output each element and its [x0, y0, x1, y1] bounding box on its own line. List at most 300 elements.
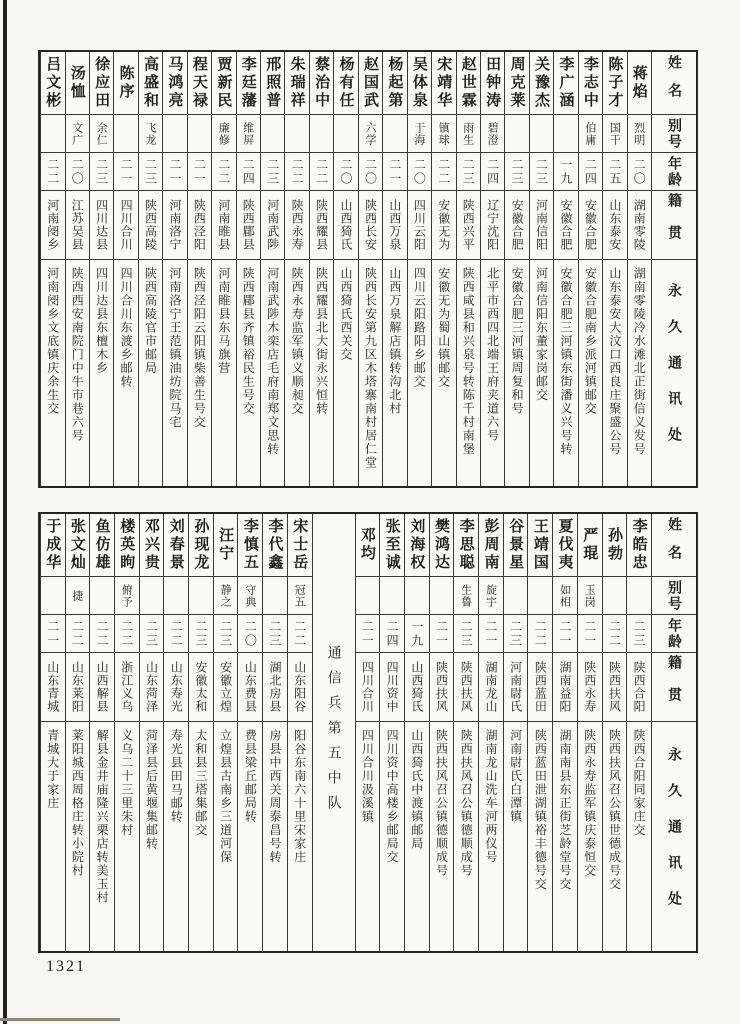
header-name: 姓名 — [652, 514, 696, 577]
alias-cell: 冠五 — [288, 577, 312, 615]
entry-column — [503, 514, 528, 951]
entry-column — [602, 514, 627, 951]
header-alias: 别号 — [652, 115, 696, 153]
addr-cell: 陕西耀县北大街永兴恒转 — [314, 267, 329, 416]
native-cell: 山东青城 — [41, 653, 65, 722]
addr-cell: 解县金井庙隆兴栗店转美玉村 — [95, 729, 110, 905]
entry-column — [284, 52, 308, 486]
age-cell: 二一 — [188, 153, 211, 191]
entry-column — [379, 514, 404, 951]
addr-cell: 山西万泉解店镇转沟北村 — [387, 267, 402, 416]
unit-divider-column — [312, 514, 355, 951]
alias-cell — [603, 577, 627, 615]
entry-column — [626, 514, 651, 951]
native-cell: 湖北房县 — [263, 653, 287, 722]
native-cell: 安徽合肥 — [579, 191, 602, 260]
name-cell: 李廷藩 — [237, 52, 260, 115]
name-cell: 吴体泉 — [408, 52, 431, 115]
alias-cell: 国干 — [603, 115, 626, 153]
name-cell: 田钟涛 — [481, 52, 504, 115]
entry-column — [213, 514, 238, 951]
native-cell: 陕西扶风 — [454, 653, 478, 722]
native-cell: 山东莱阳 — [66, 653, 90, 722]
name-cell: 关豫杰 — [530, 52, 553, 115]
name-cell: 孙现龙 — [189, 514, 213, 577]
name-cell: 夏伐夷 — [553, 514, 577, 577]
entry-column — [431, 52, 455, 486]
native-cell: 安徽合肥 — [554, 191, 577, 260]
native-cell: 陕西耀县 — [310, 191, 333, 260]
entry-column — [237, 514, 262, 951]
addr-cell: 义乌二十三里朱村 — [119, 729, 134, 837]
alias-cell — [263, 577, 287, 615]
header-column — [651, 52, 696, 486]
entry-column — [456, 52, 480, 486]
name-cell: 樊鸿达 — [430, 514, 454, 577]
entry-column — [40, 514, 65, 951]
age-cell: 二一 — [114, 153, 137, 191]
entry-column — [113, 52, 137, 486]
entry-column — [65, 514, 90, 951]
native-cell: 河南洛宁 — [163, 191, 186, 260]
age-cell: 二三 — [90, 153, 113, 191]
alias-cell: 玉岗 — [578, 577, 602, 615]
entry-column — [65, 52, 89, 486]
native-cell: 四川合川 — [356, 653, 380, 722]
age-cell: 二五 — [603, 153, 626, 191]
addr-cell: 河南阌乡文底镇庆余生交 — [45, 267, 60, 416]
native-cell: 湖南零陵 — [628, 191, 651, 260]
header-column — [651, 514, 696, 951]
entry-column — [453, 514, 478, 951]
name-cell: 邢照普 — [261, 52, 284, 115]
age-cell: 二二 — [66, 615, 90, 653]
native-cell: 陕西合阳 — [627, 653, 651, 722]
entry-column — [553, 52, 577, 486]
age-cell: 二一 — [553, 615, 577, 653]
native-cell: 河南阌乡 — [41, 191, 64, 260]
age-cell: 二二 — [432, 153, 455, 191]
alias-cell — [504, 577, 528, 615]
alias-cell — [334, 115, 357, 153]
alias-cell: 碧澄 — [481, 115, 504, 153]
native-cell: 浙江义乌 — [115, 653, 139, 722]
name-cell: 吕文彬 — [41, 52, 64, 115]
native-cell: 河南信阳 — [530, 191, 553, 260]
scan-edge-artifact — [3, 0, 7, 1024]
native-cell: 湖南龙山 — [479, 653, 503, 722]
name-cell: 李思聪 — [454, 514, 478, 577]
name-cell: 蔡治中 — [310, 52, 333, 115]
addr-cell: 山西猗氏西关交 — [339, 267, 354, 362]
age-cell: 二四 — [237, 153, 260, 191]
name-cell: 李代鑫 — [263, 514, 287, 577]
addr-cell: 陕西高陵官市邮局 — [143, 267, 158, 375]
addr-cell: 山西猗氏中渡镇邮局 — [409, 729, 424, 851]
entry-column — [355, 514, 380, 951]
age-cell: 二〇 — [334, 153, 357, 191]
header-age: 年龄 — [652, 153, 696, 191]
alias-cell — [505, 115, 528, 153]
roster-table-top — [38, 50, 698, 488]
scan-edge-artifact — [0, 1018, 120, 1021]
age-cell: 二一 — [430, 615, 454, 653]
age-cell: 二一 — [356, 615, 380, 653]
entry-column — [188, 514, 213, 951]
name-cell: 赵世霖 — [457, 52, 480, 115]
name-cell: 李皓忠 — [627, 514, 651, 577]
entry-column — [114, 514, 139, 951]
name-cell: 李广涵 — [554, 52, 577, 115]
alias-cell — [41, 577, 65, 615]
addr-cell: 青城大于家庄 — [45, 729, 60, 810]
alias-cell — [430, 577, 454, 615]
native-cell: 陕西高陵 — [139, 191, 162, 260]
name-cell: 张文灿 — [66, 514, 90, 577]
native-cell: 安徽太和 — [189, 653, 213, 722]
entry-column — [358, 52, 382, 486]
entry-column — [529, 52, 553, 486]
name-cell: 杨有任 — [334, 52, 357, 115]
age-cell: 二三 — [263, 615, 287, 653]
name-cell: 邓均 — [356, 514, 380, 577]
name-cell: 贾新民 — [212, 52, 235, 115]
alias-cell: 飞龙 — [139, 115, 162, 153]
addr-cell: 陕西扶风召公镇德顺成号 — [434, 729, 449, 878]
name-cell: 张至诚 — [380, 514, 404, 577]
alias-cell — [285, 115, 308, 153]
age-cell: 二三 — [189, 615, 213, 653]
name-cell: 周克莱 — [505, 52, 528, 115]
age-cell: 二一 — [163, 153, 186, 191]
alias-cell — [627, 577, 651, 615]
name-cell: 朱瑞祥 — [285, 52, 308, 115]
entry-column — [287, 514, 312, 951]
entry-column — [527, 514, 552, 951]
entry-column — [260, 52, 284, 486]
age-cell: 二三 — [139, 153, 162, 191]
addr-cell: 菏泽县后黄堰集邮转 — [144, 729, 159, 851]
native-cell: 山西猗氏 — [334, 191, 357, 260]
age-cell: 二四 — [481, 153, 504, 191]
native-cell: 陕西扶风 — [603, 653, 627, 722]
addr-cell: 四川云阳路阳乡邮交 — [412, 267, 427, 389]
age-cell: 二〇 — [408, 153, 431, 191]
addr-cell: 陕西扶风召公镇德顺成号 — [459, 729, 474, 878]
age-cell: 二三 — [504, 615, 528, 653]
entry-column — [627, 52, 651, 486]
entry-column — [429, 514, 454, 951]
name-cell: 高盛和 — [139, 52, 162, 115]
alias-cell — [383, 115, 406, 153]
alias-cell — [528, 577, 552, 615]
alias-cell — [261, 115, 284, 153]
header-age: 年龄 — [652, 615, 696, 653]
entry-column — [262, 514, 287, 951]
roster-table-bottom — [38, 512, 698, 953]
name-cell: 李志中 — [579, 52, 602, 115]
addr-cell: 陕西郿县齐镇裕民生号交 — [241, 267, 256, 416]
header-native: 籍贯 — [652, 191, 696, 260]
addr-cell: 阳谷东南六十里宋家庄 — [292, 729, 307, 864]
native-cell: 陕西郿县 — [237, 191, 260, 260]
entry-column — [187, 52, 211, 486]
age-cell: 二三 — [505, 153, 528, 191]
entry-column — [139, 514, 164, 951]
name-cell: 陈序 — [114, 52, 137, 115]
entry-column — [382, 52, 406, 486]
alias-cell: 镇球 — [432, 115, 455, 153]
alias-cell: 伯庸 — [579, 115, 602, 153]
native-cell: 安徽无为 — [432, 191, 455, 260]
alias-cell: 廉修 — [212, 115, 235, 153]
entry-column — [89, 514, 114, 951]
name-cell: 王靖国 — [528, 514, 552, 577]
alias-cell — [140, 577, 164, 615]
alias-cell — [380, 577, 404, 615]
alias-cell — [188, 115, 211, 153]
alias-cell: 余仁 — [90, 115, 113, 153]
header-native: 籍贯 — [652, 653, 696, 722]
alias-cell: 六学 — [359, 115, 382, 153]
alias-cell: 维屏 — [237, 115, 260, 153]
native-cell: 四川资中 — [380, 653, 404, 722]
entry-column — [602, 52, 626, 486]
name-cell: 李慎五 — [238, 514, 262, 577]
addr-cell: 安徽合肥南乡派河镇邮交 — [583, 267, 598, 416]
entry-column — [162, 52, 186, 486]
alias-cell — [163, 115, 186, 153]
alias-cell — [189, 577, 213, 615]
addr-cell: 安徽无为蜀山镇邮交 — [436, 267, 451, 389]
entry-column — [577, 514, 602, 951]
native-cell: 河南睢县 — [212, 191, 235, 260]
name-cell: 徐应田 — [90, 52, 113, 115]
native-cell: 四川达县 — [90, 191, 113, 260]
alias-cell — [164, 577, 188, 615]
name-cell: 赵国武 — [359, 52, 382, 115]
addr-cell: 四川合川东渡乡邮转 — [119, 267, 134, 389]
alias-cell — [41, 115, 64, 153]
entry-column — [211, 52, 235, 486]
name-cell: 汤恤 — [66, 52, 89, 115]
age-cell: 二〇 — [66, 153, 89, 191]
addr-cell: 太和县三塔集邮交 — [193, 729, 208, 837]
alias-cell: 文广 — [66, 115, 89, 153]
age-cell: 二二 — [603, 615, 627, 653]
age-cell: 二〇 — [359, 153, 382, 191]
page-number: 1321 — [46, 958, 86, 975]
alias-cell: 旋宇 — [479, 577, 503, 615]
age-cell: 二三 — [214, 615, 238, 653]
native-cell: 陕西永寿 — [578, 653, 602, 722]
native-cell: 山东阳谷 — [288, 653, 312, 722]
addr-cell: 安徽合肥三河镇东街潘义兴号转 — [558, 267, 573, 456]
addr-cell: 四川合川汲溪镇 — [360, 729, 375, 824]
age-cell: 二一 — [41, 615, 65, 653]
age-cell: 二一 — [578, 615, 602, 653]
name-cell: 程天禄 — [188, 52, 211, 115]
alias-cell: 生鲁 — [454, 577, 478, 615]
native-cell: 河南尉氏 — [504, 653, 528, 722]
addr-cell: 河南洛宁王范镇油坊院马宅 — [167, 267, 182, 429]
alias-cell — [114, 115, 137, 153]
native-cell: 陕西长安 — [359, 191, 382, 260]
addr-cell: 河南尉氏白潭镇 — [508, 729, 523, 824]
age-cell: 二二 — [285, 153, 308, 191]
age-cell: 二三 — [530, 153, 553, 191]
header-address: 永久通讯处 — [666, 283, 682, 463]
age-cell: 二三 — [454, 615, 478, 653]
addr-cell: 河南信阳东董家岗邮交 — [534, 267, 549, 402]
age-cell: 二〇 — [628, 153, 651, 191]
alias-cell: 如相 — [553, 577, 577, 615]
native-cell: 辽宁沈阳 — [481, 191, 504, 260]
name-cell: 汪宁 — [214, 514, 238, 577]
addr-cell: 湖南南县东正街芝龄堂号交 — [558, 729, 573, 891]
addr-cell: 陕西蓝田泄湖镇裕丰德号交 — [533, 729, 548, 891]
native-cell: 山东泰安 — [603, 191, 626, 260]
addr-cell: 陕西扶风召公镇世德成号交 — [607, 729, 622, 891]
native-cell: 山东菏泽 — [140, 653, 164, 722]
native-cell: 山东费县 — [238, 653, 262, 722]
native-cell: 四川云阳 — [408, 191, 431, 260]
age-cell: 二二 — [528, 615, 552, 653]
addr-cell: 陕西永寿监军镇庆泰恒交 — [582, 729, 597, 878]
addr-cell: 陕西合阳同家庄交 — [632, 729, 647, 837]
alias-cell: 雨生 — [457, 115, 480, 153]
alias-cell — [356, 577, 380, 615]
name-cell: 于成华 — [41, 514, 65, 577]
name-cell: 刘海权 — [405, 514, 429, 577]
native-cell: 陕西扶风 — [430, 653, 454, 722]
name-cell: 马鸿亮 — [163, 52, 186, 115]
addr-cell: 四川达县东檀木乡 — [94, 267, 109, 375]
alias-cell — [554, 115, 577, 153]
entry-column — [138, 52, 162, 486]
age-cell: 二一 — [383, 153, 406, 191]
alias-cell: 捷 — [66, 577, 90, 615]
alias-cell: 守典 — [238, 577, 262, 615]
name-cell: 彭周南 — [479, 514, 503, 577]
entry-column — [478, 514, 503, 951]
age-cell: 二四 — [380, 615, 404, 653]
age-cell: 二三 — [261, 153, 284, 191]
header-name: 姓名 — [652, 52, 696, 115]
age-cell: 二四 — [579, 153, 602, 191]
age-cell: 二二 — [115, 615, 139, 653]
name-cell: 鱼仿雄 — [90, 514, 114, 577]
age-cell: 二二 — [212, 153, 235, 191]
age-cell: 二三 — [457, 153, 480, 191]
native-cell: 安徽立煌 — [214, 653, 238, 722]
addr-cell: 房县中西关周泰昌号转 — [268, 729, 283, 864]
addr-cell: 湖南龙山洗车河两仪号 — [483, 729, 498, 864]
name-cell: 严琨 — [578, 514, 602, 577]
entry-column — [504, 52, 528, 486]
alias-cell — [310, 115, 333, 153]
addr-cell: 河南武陟木栾店毛府南郑文思转 — [265, 267, 280, 456]
alias-cell — [90, 577, 114, 615]
name-cell: 蒋焰 — [628, 52, 651, 115]
name-cell: 刘春景 — [164, 514, 188, 577]
entry-column — [407, 52, 431, 486]
entry-column — [333, 52, 357, 486]
native-cell: 江苏吴县 — [66, 191, 89, 260]
addr-cell: 陕西西安南院门中牛市巷六号 — [70, 267, 85, 443]
header-address: 永久通讯处 — [666, 746, 682, 927]
alias-cell: 烈明 — [628, 115, 651, 153]
age-cell: 二二 — [310, 153, 333, 191]
name-cell: 孙勃 — [603, 514, 627, 577]
alias-cell: 静之 — [214, 577, 238, 615]
addr-cell: 陕西永寿监军镇义顺昶交 — [290, 267, 305, 416]
unit-divider-label: 通信兵第五中队 — [325, 645, 342, 820]
addr-cell: 北平市西四北端王府夹道六号 — [485, 267, 500, 443]
native-cell: 安徽合肥 — [505, 191, 528, 260]
alias-cell: 俯予 — [115, 577, 139, 615]
native-cell: 陕西泾阳 — [188, 191, 211, 260]
name-cell: 邓兴贵 — [140, 514, 164, 577]
native-cell: 陕西蓝田 — [528, 653, 552, 722]
addr-cell: 寿光县田马邮转 — [169, 729, 184, 824]
entry-column — [552, 514, 577, 951]
age-cell: 二二 — [41, 153, 64, 191]
name-cell: 宋靖华 — [432, 52, 455, 115]
age-cell: 二〇 — [238, 615, 262, 653]
addr-cell: 陕西长安第九区木塔寨南村居仁堂 — [363, 267, 378, 470]
entry-column — [40, 52, 64, 486]
addr-cell: 河南睢县东马旗营 — [216, 267, 231, 375]
native-cell: 山西万泉 — [383, 191, 406, 260]
addr-cell: 四川资中高楼乡邮局交 — [385, 729, 400, 864]
entry-column — [480, 52, 504, 486]
name-cell: 杨起第 — [383, 52, 406, 115]
age-cell: 一九 — [554, 153, 577, 191]
name-cell: 楼英眗 — [115, 514, 139, 577]
native-cell: 湖南益阳 — [553, 653, 577, 722]
alias-cell — [530, 115, 553, 153]
native-cell: 陕西永寿 — [285, 191, 308, 260]
native-cell: 山西解县 — [90, 653, 114, 722]
entry-column — [309, 52, 333, 486]
age-cell: 二三 — [627, 615, 651, 653]
name-cell: 谷景星 — [504, 514, 528, 577]
age-cell: 二二 — [164, 615, 188, 653]
entry-column — [404, 514, 429, 951]
native-cell: 陕西兴平 — [457, 191, 480, 260]
native-cell: 四川合川 — [114, 191, 137, 260]
alias-cell: 于海 — [408, 115, 431, 153]
entry-column — [163, 514, 188, 951]
addr-cell: 安徽合肥三河镇周复和号 — [510, 267, 525, 416]
addr-cell: 立煌县古南乡三道河保 — [218, 729, 233, 864]
age-cell: 一九 — [405, 615, 429, 653]
addr-cell: 陕西咸县和兴泉号转陈千村南堡 — [461, 267, 476, 456]
addr-cell: 山东泰安大汶口西良庄聚盛公号 — [607, 267, 622, 456]
addr-cell: 费县梁丘邮局转 — [243, 729, 258, 824]
addr-cell: 陕西泾阳云阳镇柴善生号交 — [192, 267, 207, 429]
alias-cell — [405, 577, 429, 615]
entry-column — [578, 52, 602, 486]
native-cell: 山西猗氏 — [405, 653, 429, 722]
name-cell: 宋士岳 — [288, 514, 312, 577]
name-cell: 陈子才 — [603, 52, 626, 115]
addr-cell: 湖南零陵冷水滩北正街信义发号 — [632, 267, 647, 456]
age-cell: 二三 — [140, 615, 164, 653]
entry-column — [89, 52, 113, 486]
age-cell: 二一 — [479, 615, 503, 653]
